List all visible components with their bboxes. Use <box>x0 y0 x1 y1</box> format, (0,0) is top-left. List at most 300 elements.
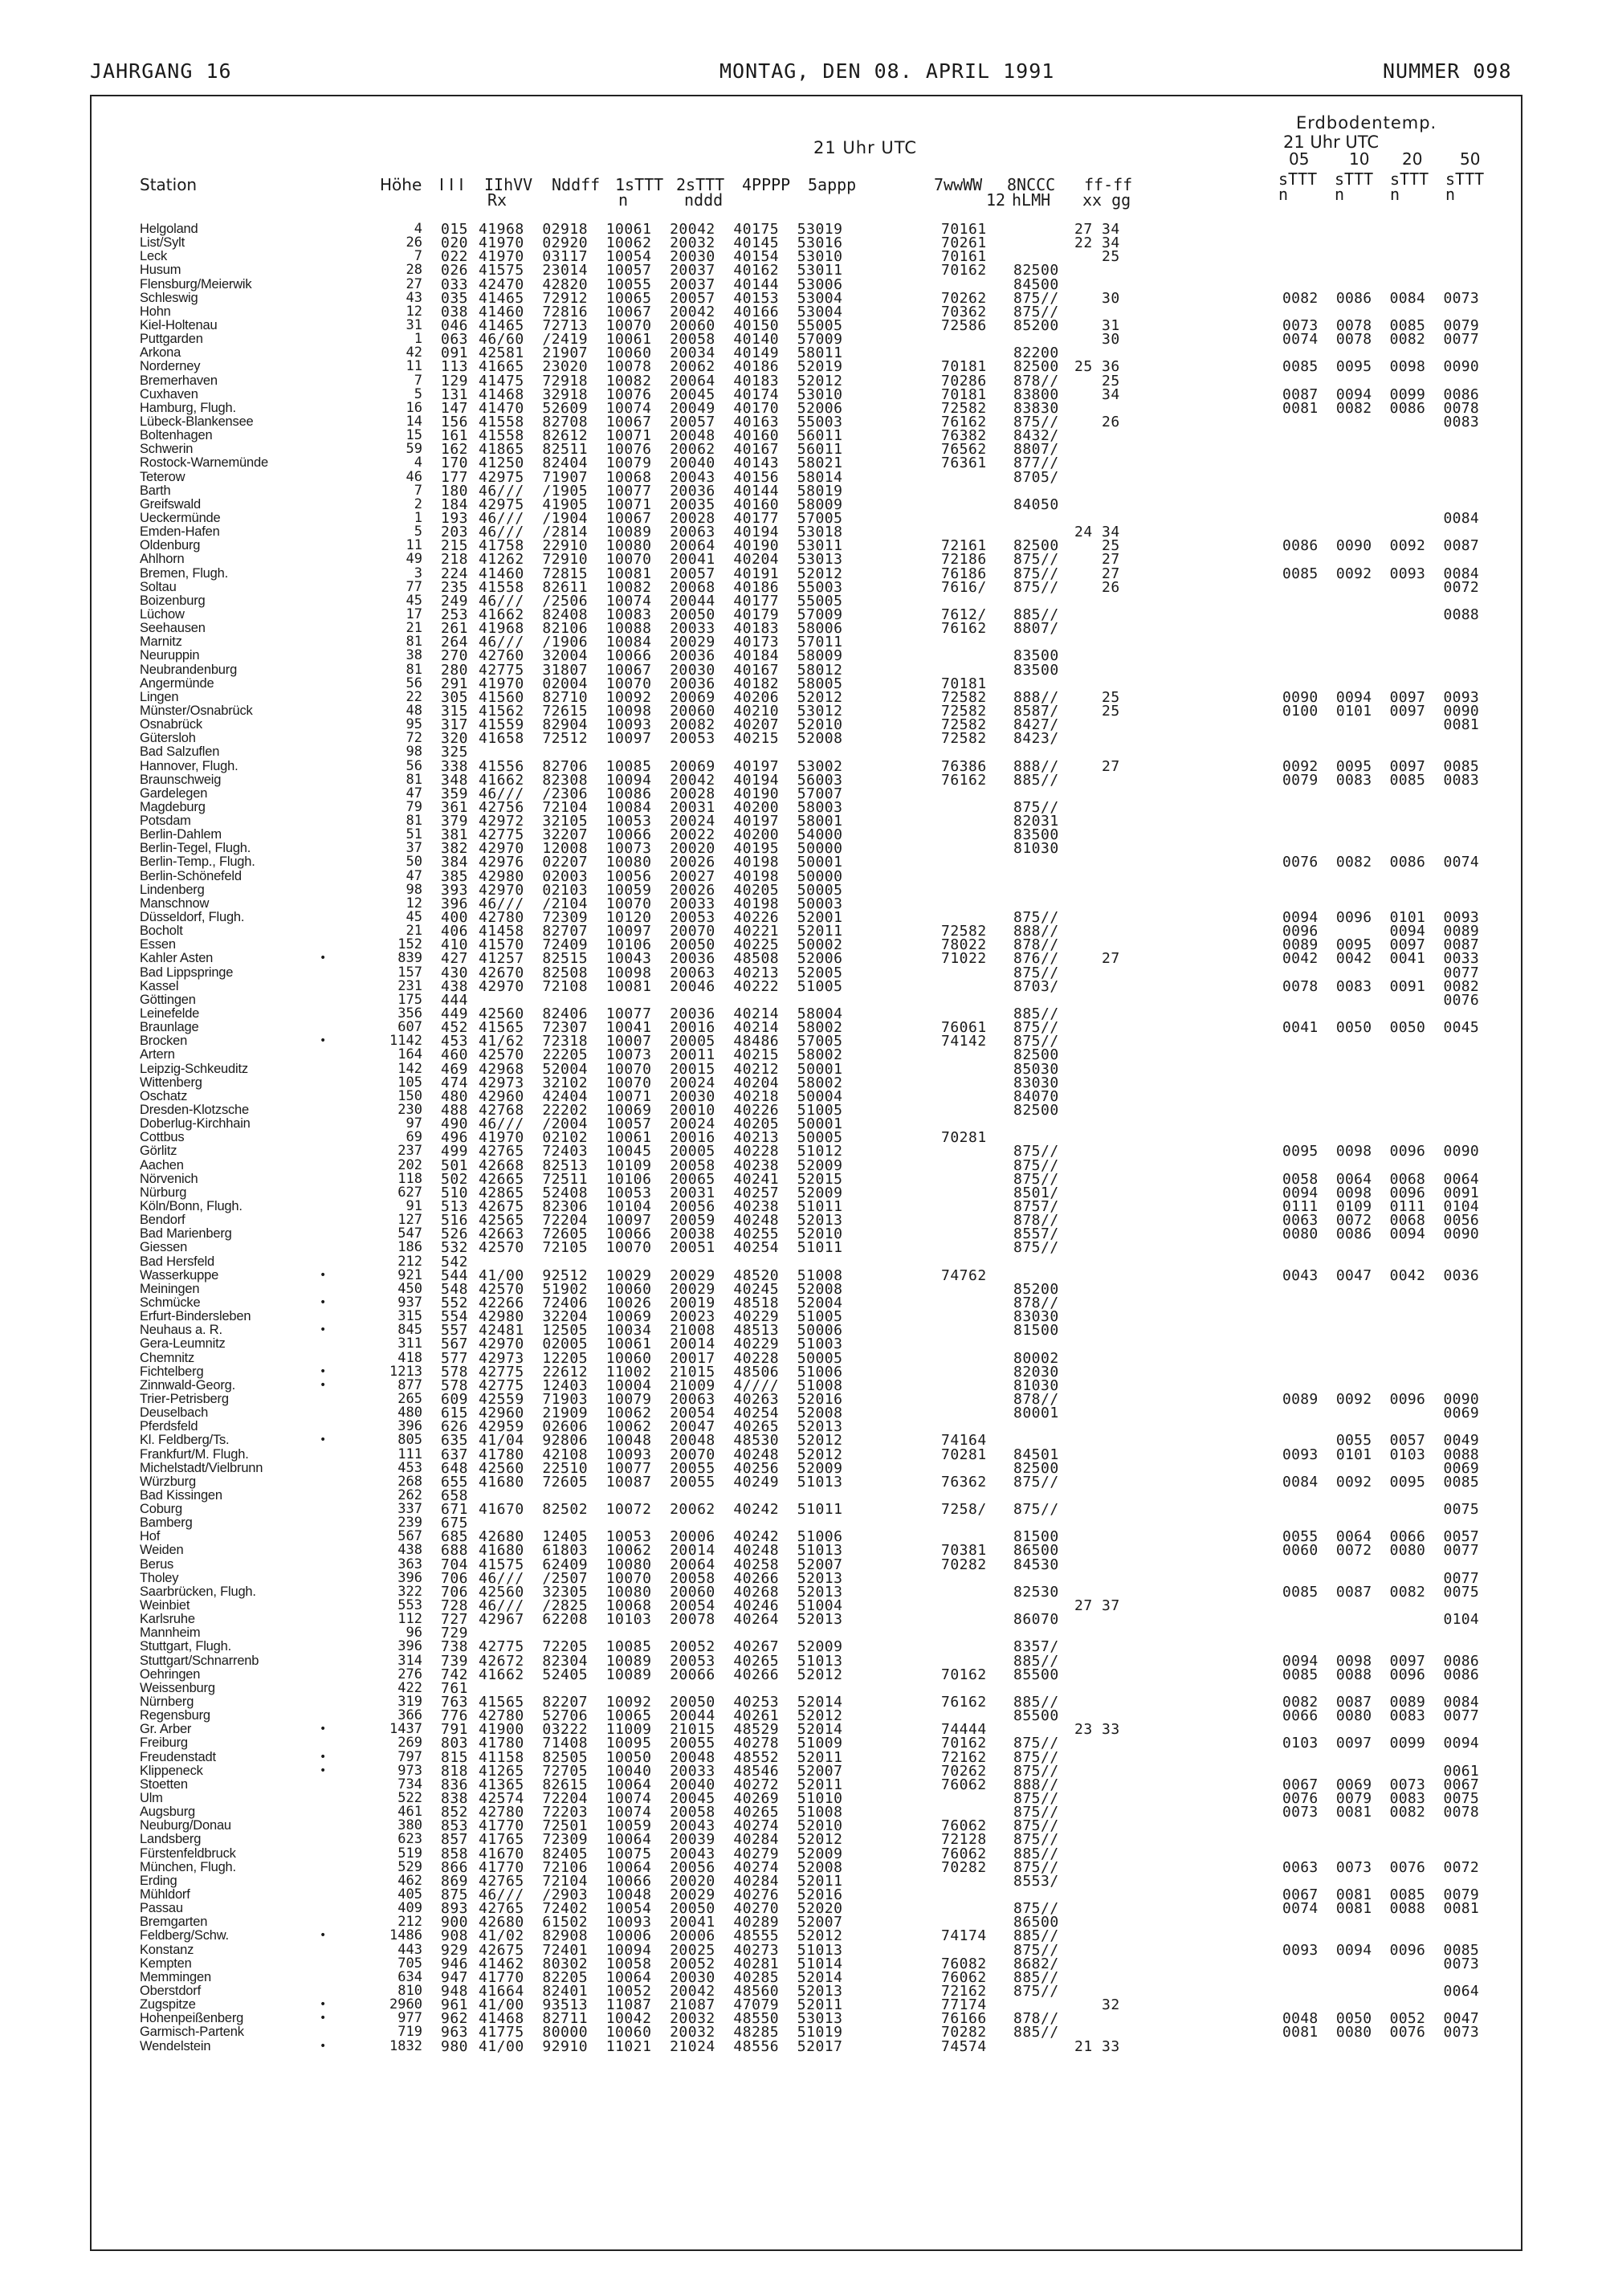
synop-groups: 41770 72501 10059 20043 40274 52010 <box>479 1817 843 1835</box>
group-8nccc: 888// <box>1013 1776 1059 1793</box>
soil-temperatures: 0058 0064 0068 0064 <box>1282 1170 1480 1188</box>
synop-groups: 41556 82706 10085 20069 40197 53002 <box>479 757 843 775</box>
station-name: Hohn <box>140 304 171 319</box>
station-index: 453 <box>441 1033 469 1050</box>
station-index: 900 <box>441 1914 469 1931</box>
station-height: 46 <box>406 468 422 485</box>
station-name: Weissenburg <box>140 1680 215 1695</box>
station-index: 704 <box>441 1556 469 1573</box>
soil-temperatures: 0082 0087 0089 0084 <box>1282 1694 1480 1711</box>
station-index: 706 <box>441 1583 469 1601</box>
station-height: 72 <box>406 730 422 747</box>
group-8nccc: 885// <box>1013 1005 1059 1022</box>
group-7wwww: 72162 <box>941 1748 987 1766</box>
group-8nccc: 85030 <box>1013 1060 1059 1078</box>
group-8nccc: 875// <box>1013 1982 1059 2000</box>
station-index: 393 <box>441 881 469 899</box>
group-8nccc: 885// <box>1013 1694 1059 1711</box>
station-index: 567 <box>441 1336 469 1353</box>
station-height: 311 <box>397 1336 422 1352</box>
group-8nccc: 875// <box>1013 414 1059 430</box>
soil-temperatures: 0086 0090 0092 0087 <box>1282 537 1480 555</box>
mountain-station-marker: • <box>320 952 327 965</box>
group-8nccc: 885// <box>1013 1845 1059 1862</box>
col-iihvv-rx: Rx <box>487 190 507 210</box>
synop-groups: 42668 82513 10109 20058 40238 52009 <box>479 1156 843 1174</box>
station-name: Nörvenich <box>140 1171 198 1186</box>
group-8nccc: 81030 <box>1013 840 1059 858</box>
station-height: 91 <box>406 1197 422 1214</box>
station-index: 474 <box>441 1074 469 1091</box>
station-name: Mühldorf <box>140 1886 190 1902</box>
station-name: Potsdam <box>140 814 191 828</box>
station-index: 685 <box>441 1528 469 1546</box>
station-name: Bad Lippspringe <box>140 964 234 980</box>
synop-groups: 42670 82508 10098 20063 40213 52005 <box>479 964 843 981</box>
group-8nccc: 8423/ <box>1013 730 1059 748</box>
station-name: Husum <box>140 263 181 278</box>
station-name: Nürburg <box>140 1185 187 1200</box>
station-name: Soltau <box>140 579 177 594</box>
table-row <box>0 551 1606 569</box>
gust-ffff: 27 <box>1074 950 1120 968</box>
station-name: Brocken <box>140 1034 188 1049</box>
group-8nccc: 888// <box>1013 757 1059 775</box>
station-index: 249 <box>441 592 469 610</box>
gust-ffff: 34 <box>1074 385 1120 403</box>
station-height: 1213 <box>389 1363 422 1380</box>
station-name: List/Sylt <box>140 235 185 251</box>
synop-groups: 42680 61502 10093 20041 40289 52007 <box>479 1914 843 1931</box>
synop-groups: 41970 02920 10062 20032 40145 53016 <box>479 234 843 252</box>
station-name: Magdeburg <box>140 799 206 814</box>
group-7wwww: 76186 <box>941 565 987 582</box>
soil-temp-title: Erdbodentemp. <box>1296 113 1437 133</box>
soil-temperatures: 0085 0092 0093 0084 <box>1282 565 1480 582</box>
group-7wwww: 74164 <box>941 1432 987 1450</box>
gust-ffff: 30 <box>1074 289 1120 307</box>
station-height: 212 <box>397 1253 422 1270</box>
gust-ffff: 23 33 <box>1074 1721 1120 1739</box>
station-name: Leipzig-Schkeuditz <box>140 1061 248 1076</box>
station-index: 406 <box>441 923 469 940</box>
station-index: 727 <box>441 1611 469 1629</box>
station-height: 38 <box>406 647 422 664</box>
station-height: 627 <box>397 1184 422 1201</box>
table-row <box>0 1503 1606 1516</box>
group-8nccc: 875// <box>1013 1156 1059 1174</box>
station-index: 688 <box>441 1542 469 1560</box>
synop-groups: 41662 82308 10094 20042 40194 56003 <box>479 771 843 789</box>
station-height: 43 <box>406 289 422 306</box>
station-index: 858 <box>441 1845 469 1862</box>
group-8nccc: 875// <box>1013 1170 1059 1188</box>
group-7wwww: 76562 <box>941 441 987 459</box>
station-height: 2 <box>414 495 422 512</box>
station-height: 5 <box>414 524 422 540</box>
table-row <box>0 1831 1606 1849</box>
station-height: 105 <box>397 1074 422 1091</box>
group-7wwww: 76162 <box>941 620 987 638</box>
table-row <box>0 663 1606 677</box>
synop-groups: 41770 82205 10064 20030 40285 52014 <box>479 1968 843 1986</box>
table-row <box>0 1736 1606 1750</box>
station-index: 857 <box>441 1831 469 1849</box>
table-row <box>0 1432 1606 1450</box>
group-7wwww: 70381 <box>941 1542 987 1560</box>
group-7wwww: 76162 <box>941 414 987 430</box>
station-index: 317 <box>441 716 469 733</box>
soil-temperatures: 0048 0050 0052 0047 <box>1282 2010 1480 2028</box>
station-name: Münster/Osnabrück <box>140 703 253 718</box>
station-height: 480 <box>397 1405 422 1421</box>
group-8nccc: 875// <box>1013 1900 1059 1918</box>
mountain-station-marker: • <box>320 1998 327 2012</box>
group-8nccc: 84530 <box>1013 1556 1059 1573</box>
station-height: 98 <box>406 881 422 898</box>
soil-temperatures: 0042 0042 0041 0033 <box>1282 950 1480 968</box>
station-name: Schleswig <box>140 290 198 305</box>
table-row <box>0 745 1606 759</box>
station-index: 449 <box>441 1005 469 1022</box>
station-name: Chemnitz <box>140 1350 195 1365</box>
station-height: 418 <box>397 1349 422 1366</box>
group-8nccc: 875// <box>1013 1790 1059 1807</box>
station-height: 319 <box>397 1694 422 1710</box>
group-8nccc: 885// <box>1013 2024 1059 2041</box>
station-height: 356 <box>397 1005 422 1022</box>
station-name: Erding <box>140 1873 177 1888</box>
synop-groups: 46/// /1906 10084 20029 40173 57011 <box>479 634 843 651</box>
synop-groups: 41665 23020 10078 20062 40186 52019 <box>479 358 843 376</box>
station-height: 81 <box>406 634 422 650</box>
soil-temperatures: 0094 0096 0101 0093 <box>1282 909 1480 926</box>
station-index: 131 <box>441 385 469 403</box>
station-index: 161 <box>441 427 469 445</box>
soil-temperatures: 0096 0094 0089 <box>1282 923 1480 940</box>
station-index: 063 <box>441 331 469 349</box>
station-index: 469 <box>441 1060 469 1078</box>
station-height: 450 <box>397 1280 422 1297</box>
station-index: 180 <box>441 482 469 500</box>
synop-groups: 41/00 92512 10029 20029 48520 51008 <box>479 1266 843 1284</box>
station-index: 875 <box>441 1886 469 1903</box>
soil-temperatures: 0055 0064 0066 0057 <box>1282 1528 1480 1546</box>
group-7wwww: 70162 <box>941 262 987 279</box>
station-name: Cottbus <box>140 1130 185 1145</box>
station-height: 5 <box>414 385 422 402</box>
group-8nccc: 875// <box>1013 909 1059 926</box>
station-name: Bad Hersfeld <box>140 1254 214 1269</box>
station-name: Gardelegen <box>140 785 208 801</box>
station-height: 56 <box>406 675 422 691</box>
station-index: 444 <box>441 991 469 1009</box>
table-row <box>0 1048 1606 1062</box>
gust-ffff: 25 36 <box>1074 358 1120 376</box>
group-8nccc: 8807/ <box>1013 620 1059 638</box>
table-row <box>0 950 1606 968</box>
group-8nccc: 8807/ <box>1013 441 1059 459</box>
col-1sttt-n: n <box>618 190 629 210</box>
station-name: Saarbrücken, Flugh. <box>140 1584 256 1599</box>
station-index: 577 <box>441 1349 469 1367</box>
group-7wwww: 76062 <box>941 1776 987 1793</box>
group-8nccc: 875// <box>1013 1804 1059 1821</box>
station-name: Ahlhorn <box>140 552 185 567</box>
gust-ffff: 25 <box>1074 248 1120 266</box>
station-index: 761 <box>441 1679 469 1697</box>
synop-groups: 42960 21909 10062 20054 40254 52008 <box>479 1405 843 1421</box>
table-row <box>0 1144 1606 1158</box>
station-index: 382 <box>441 840 469 858</box>
col-hoehe: Höhe <box>380 175 422 194</box>
table-row <box>0 2037 1606 2055</box>
group-8nccc: 83500 <box>1013 826 1059 844</box>
station-name: Norderney <box>140 359 201 374</box>
group-8nccc: 83030 <box>1013 1074 1059 1091</box>
station-height: 522 <box>397 1790 422 1806</box>
group-7wwww: 70262 <box>941 1762 987 1780</box>
group-8nccc: 875// <box>1013 1831 1059 1849</box>
mountain-station-marker: • <box>320 1295 327 1309</box>
station-index: 513 <box>441 1197 469 1215</box>
col-7wwww-12: 12 <box>986 190 1006 210</box>
soil-temperatures: 0076 0082 0086 0074 <box>1282 854 1480 871</box>
station-index: 325 <box>441 744 469 761</box>
soil-temperatures: 0076 0079 0083 0075 <box>1282 1790 1480 1807</box>
table-row <box>0 1349 1606 1367</box>
station-index: 609 <box>441 1390 469 1408</box>
synop-groups: 41460 72816 10067 20042 40166 53004 <box>479 303 843 320</box>
soil-temperatures: 0094 0098 0096 0091 <box>1282 1184 1480 1201</box>
station-index: 671 <box>441 1501 469 1518</box>
station-name: Freudenstadt <box>140 1749 216 1764</box>
station-index: 544 <box>441 1266 469 1284</box>
soil-temperatures: 0089 0095 0097 0087 <box>1282 936 1480 954</box>
station-name: Stuttgart/Schnarrenb <box>140 1653 259 1668</box>
synop-groups: 42970 12008 10073 20020 40195 50000 <box>479 840 843 858</box>
station-height: 634 <box>397 1968 422 1985</box>
group-7wwww: 72586 <box>941 317 987 334</box>
synop-groups: 42560 22510 10077 20055 40256 52009 <box>479 1459 843 1477</box>
station-height: 17 <box>406 606 422 622</box>
soil-temperatures: 0088 <box>1282 606 1480 623</box>
station-index: 193 <box>441 509 469 527</box>
mountain-station-marker: • <box>320 2012 327 2025</box>
soil-depth-05: 05 <box>1289 149 1310 169</box>
soil-temperatures: 0085 0087 0082 0075 <box>1282 1583 1480 1601</box>
group-8nccc: 82500 <box>1013 1046 1059 1064</box>
group-8nccc: 875// <box>1013 303 1059 320</box>
station-index: 385 <box>441 867 469 885</box>
group-8nccc: 80002 <box>1013 1349 1059 1367</box>
station-name: Artern <box>140 1047 175 1062</box>
station-index: 815 <box>441 1748 469 1766</box>
station-height: 977 <box>397 2010 422 2027</box>
table-row <box>0 1640 1606 1654</box>
synop-groups: 41780 42108 10093 20070 40248 52012 <box>479 1446 843 1463</box>
station-height: 547 <box>397 1225 422 1242</box>
station-index: 184 <box>441 495 469 513</box>
station-name: Kempten <box>140 1955 192 1971</box>
synop-groups: 41968 82106 10088 20033 40183 58006 <box>479 620 843 638</box>
synop-groups: 41468 32918 10076 20045 40174 53010 <box>479 385 843 403</box>
table-row <box>0 1943 1606 1957</box>
station-index: 554 <box>441 1308 469 1326</box>
mountain-station-marker: • <box>320 1929 327 1943</box>
station-index: 156 <box>441 414 469 430</box>
group-7wwww: 70286 <box>941 372 987 389</box>
station-index: 452 <box>441 1019 469 1037</box>
group-7wwww: 7258/ <box>941 1501 987 1518</box>
synop-groups: 42756 72104 10084 20031 40200 58003 <box>479 798 843 816</box>
group-8nccc: 83500 <box>1013 647 1059 665</box>
col-iii: I I I <box>439 175 464 194</box>
station-index: 929 <box>441 1941 469 1959</box>
soil-temperatures: 0067 0081 0085 0079 <box>1282 1886 1480 1903</box>
group-8nccc: 83030 <box>1013 1308 1059 1326</box>
group-8nccc: 878// <box>1013 1212 1059 1230</box>
station-height: 262 <box>397 1486 422 1503</box>
mountain-station-marker: • <box>320 1764 327 1777</box>
station-name: Oldenburg <box>140 538 201 553</box>
group-7wwww: 72582 <box>941 399 987 417</box>
synop-groups: 42960 42404 10071 20030 40218 50004 <box>479 1087 843 1105</box>
col-2sttt: 2sTTT <box>676 175 725 194</box>
soil-temperatures: 0074 0078 0082 0077 <box>1282 331 1480 349</box>
group-7wwww: 76062 <box>941 1817 987 1835</box>
group-7wwww: 70282 <box>941 1556 987 1573</box>
station-index: 147 <box>441 399 469 417</box>
station-index: 946 <box>441 1955 469 1972</box>
table-row <box>0 1542 1606 1560</box>
group-7wwww: 76062 <box>941 1845 987 1862</box>
synop-groups: 42968 52004 10070 20015 40212 50001 <box>479 1060 843 1078</box>
synop-groups: 42570 72105 10070 20051 40254 51011 <box>479 1239 843 1257</box>
mountain-station-marker: • <box>320 1750 327 1764</box>
group-8nccc: 885// <box>1013 1652 1059 1670</box>
station-height: 47 <box>406 867 422 884</box>
synop-groups: 42975 41905 10071 20035 40160 58009 <box>479 495 843 513</box>
col-ffff: ff-ff <box>1084 175 1133 194</box>
group-7wwww: 78022 <box>941 936 987 954</box>
station-name: Coburg <box>140 1502 182 1516</box>
station-index: 046 <box>441 317 469 334</box>
synop-groups: 41900 03222 11009 21015 48529 52014 <box>479 1721 843 1739</box>
soil-temperatures: 0055 0057 0049 <box>1282 1432 1480 1450</box>
station-index: 261 <box>441 620 469 638</box>
station-index: 379 <box>441 813 469 830</box>
station-index: 542 <box>441 1253 469 1270</box>
station-name: Gera-Leumnitz <box>140 1336 226 1352</box>
station-index: 488 <box>441 1102 469 1119</box>
col-iihvv: IIhVV <box>484 175 533 194</box>
station-height: 42 <box>406 345 422 361</box>
soil-temperatures: 0061 <box>1282 1762 1480 1780</box>
group-7wwww: 70281 <box>941 1446 987 1463</box>
synop-groups: 46/// /2825 10068 20054 40246 51004 <box>479 1597 843 1614</box>
soil-temperatures: 0078 0083 0091 0082 <box>1282 977 1480 995</box>
group-8nccc: 878// <box>1013 936 1059 954</box>
station-name: Wendelstein <box>140 2038 211 2053</box>
group-8nccc: 8587/ <box>1013 702 1059 720</box>
group-8nccc: 82530 <box>1013 1583 1059 1601</box>
group-8nccc: 84050 <box>1013 495 1059 513</box>
group-7wwww: 76162 <box>941 1694 987 1711</box>
station-height: 45 <box>406 909 422 925</box>
soil-temperatures: 0103 0097 0099 0094 <box>1282 1735 1480 1752</box>
station-height: 186 <box>397 1239 422 1256</box>
synop-groups: 41560 82710 10092 20069 40206 52012 <box>479 688 843 706</box>
station-name: Rostock-Warnemünde <box>140 455 268 471</box>
group-7wwww: 70282 <box>941 2024 987 2041</box>
table-row <box>0 358 1606 376</box>
station-height: 27 <box>406 275 422 292</box>
station-name: Hannover, Flugh. <box>140 758 238 773</box>
group-7wwww: 70161 <box>941 248 987 266</box>
station-height: 1832 <box>389 2037 422 2054</box>
station-name: Zugspitze <box>140 1997 196 2013</box>
group-7wwww: 76361 <box>941 455 987 472</box>
col-2sttt-nddd: nddd <box>684 190 724 210</box>
station-height: 973 <box>397 1762 422 1779</box>
synop-groups: 46/// /2004 10057 20024 40205 50001 <box>479 1115 843 1133</box>
station-height: 95 <box>406 716 422 732</box>
station-index: 776 <box>441 1707 469 1725</box>
group-7wwww: 70161 <box>941 221 987 238</box>
station-height: 21 <box>406 620 422 637</box>
synop-groups: 41257 82515 10043 20036 48508 52006 <box>479 950 843 968</box>
synop-groups: 41158 82505 10050 20048 48552 52011 <box>479 1748 843 1766</box>
synop-groups: 41465 72713 10070 20060 40150 55005 <box>479 317 843 334</box>
soil-temperatures: 0093 0094 0096 0085 <box>1282 1941 1480 1959</box>
synop-groups: 42973 12205 10060 20017 40228 50005 <box>479 1349 843 1367</box>
synop-groups: 41462 80302 10058 20052 40281 51014 <box>479 1955 843 1972</box>
group-8nccc: 8553/ <box>1013 1872 1059 1890</box>
station-index: 320 <box>441 730 469 748</box>
group-8nccc: 875// <box>1013 551 1059 569</box>
col-soil-sttt-3-n: n <box>1390 185 1400 204</box>
station-name: Michelstadt/Vielbrunn <box>140 1460 263 1475</box>
soil-temperatures: 0076 <box>1282 991 1480 1009</box>
group-7wwww: 70181 <box>941 358 987 376</box>
station-height: 839 <box>397 950 422 967</box>
table-row <box>0 1239 1606 1257</box>
synop-groups: 42780 72203 10074 20058 40265 51008 <box>479 1804 843 1821</box>
group-8nccc: 875// <box>1013 1033 1059 1050</box>
soil-temperatures: 0093 0101 0103 0088 <box>1282 1446 1480 1463</box>
station-name: Bocholt <box>140 924 183 939</box>
station-index: 215 <box>441 537 469 555</box>
col-nddff: Nddff <box>552 175 601 194</box>
station-height: 1 <box>414 331 422 348</box>
station-name: Teterow <box>140 469 185 484</box>
station-height: 48 <box>406 702 422 719</box>
group-8nccc: 82500 <box>1013 537 1059 555</box>
station-height: 231 <box>397 977 422 994</box>
table-row <box>0 567 1606 581</box>
group-8nccc: 83800 <box>1013 385 1059 403</box>
synop-groups: 41775 80000 10060 20032 48285 51019 <box>479 2024 843 2041</box>
group-8nccc: 878// <box>1013 2010 1059 2028</box>
group-7wwww: 76162 <box>941 771 987 789</box>
station-index: 637 <box>441 1446 469 1463</box>
synop-groups: 41250 82404 10079 20040 40143 58021 <box>479 455 843 472</box>
station-name: Manschnow <box>140 895 210 911</box>
soil-temperatures: 0073 <box>1282 1955 1480 1972</box>
soil-temperatures: 0081 0082 0086 0078 <box>1282 399 1480 417</box>
station-index: 908 <box>441 1927 469 1945</box>
